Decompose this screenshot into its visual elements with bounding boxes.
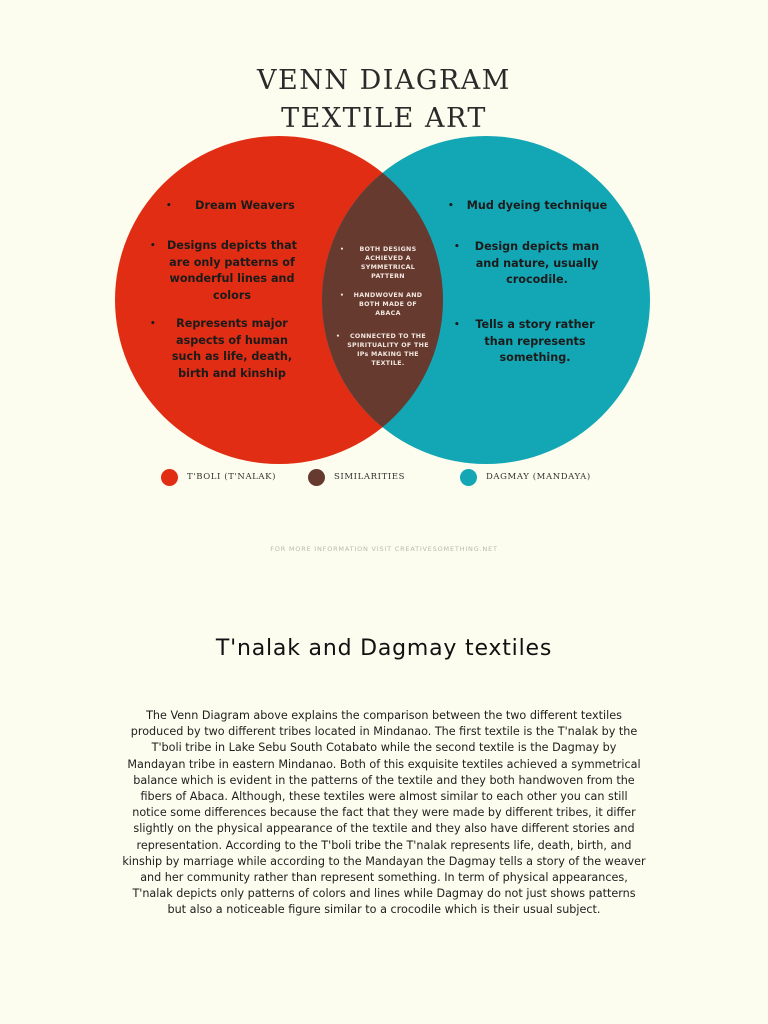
bullet-icon: • [340, 246, 345, 253]
legend-label: SIMILARITIES [334, 472, 406, 482]
list-item: • Design depicts man and nature, usually crocodile. [454, 240, 600, 286]
title-line-1: VENN DIAGRAM [257, 65, 511, 96]
list-item: • Represents major aspects of human such as life, death, birth and kinship [150, 317, 293, 380]
legend-dagmay [460, 468, 591, 486]
bullet-icon: • [150, 319, 156, 329]
bullet-icon: • [336, 333, 341, 340]
bullet-icon: • [166, 201, 172, 211]
list-item: • HANDWOVEN AND BOTH MADE OF ABACA [340, 292, 423, 317]
bullet-icon: • [454, 242, 460, 252]
list-item: • Tells a story rather than represents something. [454, 318, 595, 364]
list-item: • CONNECTED TO THE SPIRITUALITY OF THE IPs MAKING THE TEXTILE. [336, 333, 429, 367]
source-footnote: FOR MORE INFORMATION VISIT CREATIVESOMETHING.NET [270, 545, 498, 553]
bullet-icon: • [150, 241, 156, 251]
bullet-icon: • [340, 292, 345, 299]
article-heading: T'nalak and Dagmay textiles [215, 636, 553, 661]
legend-swatch-teal [460, 469, 477, 486]
legend-tboli [161, 468, 276, 486]
legend-swatch-brown [308, 469, 325, 486]
legend-label: T'BOLI (T'NALAK) [187, 472, 277, 482]
legend-similarities [308, 468, 405, 486]
list-item: • Mud dyeing technique [448, 199, 608, 212]
bullet-icon: • [454, 320, 460, 330]
legend-label: DAGMAY (MANDAYA) [486, 472, 591, 482]
list-item: • Dream Weavers [166, 199, 295, 212]
title-line-2: TEXTILE ART [281, 103, 487, 134]
article-body: The Venn Diagram above explains the comparison between the two different textiles produced by two different tribes located in Mindanao. The first textile is the T'nalak by the T'boli tribe in Lake Sebu South Cotabato while the second textile is the Dagmay by Mandayan tribe in eastern Mindanao. Both of this exquisite textiles achieved a symmetrical balance which is evident in the patterns of the textile and they both handwoven from the fibers of Abaca. Although, these textiles were almost similar to each other you can still notice some differences because the fact that they were made by different tribes, it differ slightly on the physical appearance of the textile and they also have different stories and representation. According to the T'boli tribe the T'nalak represents life, death, birth, and kinship by marriage while according to the Mandayan the Dagmay tells a story of the weaver and her community rather than represent something. In term of physical appearances, T'nalak depicts only patterns of colors and lines while Dagmay do not just shows patterns but also a noticeable figure similar to a crocodile which is their usual subject. [122, 709, 646, 917]
list-item: • BOTH DESIGNS ACHIEVED A SYMMETRICAL PATTERN [340, 246, 417, 280]
list-item: • Designs depicts that are only patterns of wonderful lines and colors [150, 239, 298, 302]
bullet-icon: • [448, 201, 454, 211]
legend-swatch-red [161, 469, 178, 486]
